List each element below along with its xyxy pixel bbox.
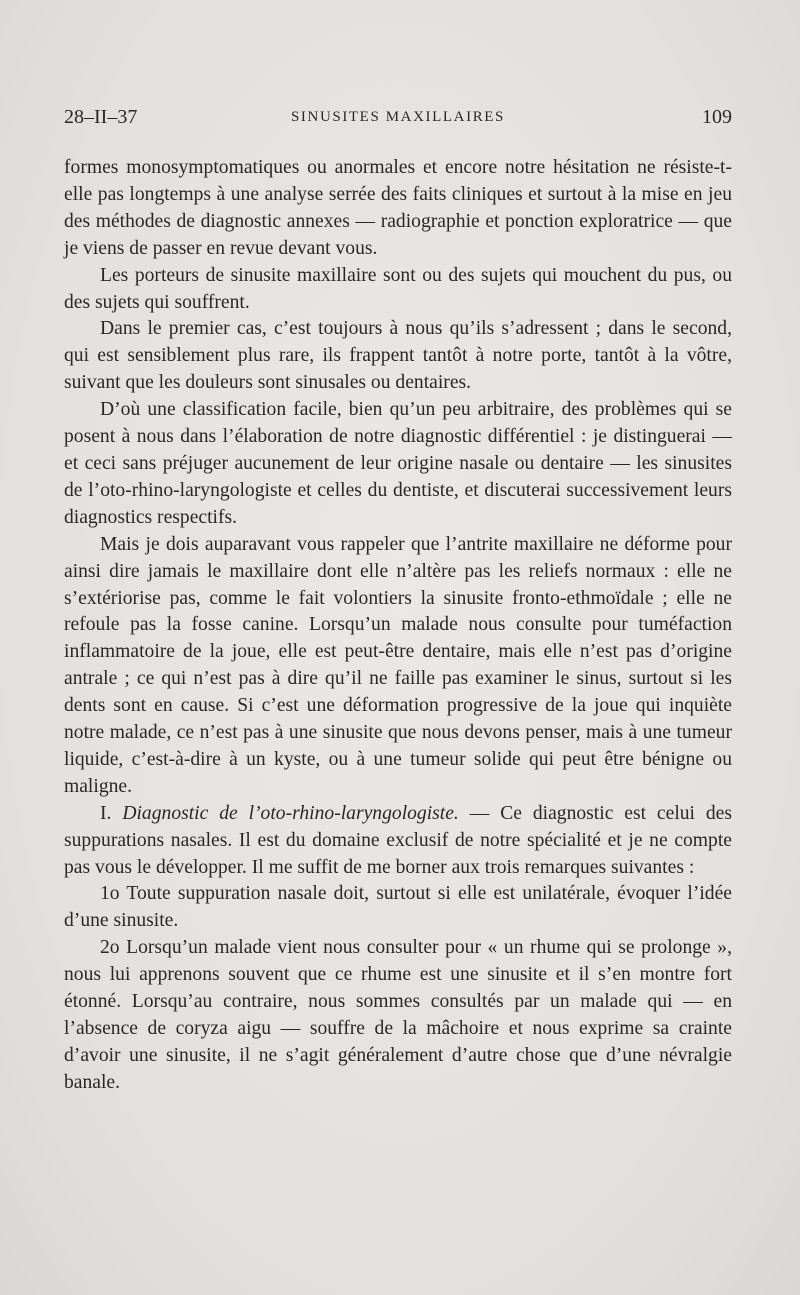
remark-item: 1o Toute suppuration nasale doit, surtout si elle est unilatérale, évoquer l’idée d’une sinusite. — [64, 883, 732, 932]
body-text — [64, 155, 732, 1097]
paragraph: Les porteurs de sinusite maxillaire sont ou des sujets qui mouchent du pus, ou des sujets qui souffrent. — [64, 264, 732, 313]
header-title: SINUSITES MAXILLAIRES — [290, 109, 506, 125]
paragraph: Dans le premier cas, c’est toujours à nous qu’ils s’adressent ; dans le second, qui est sensiblement plus rare, ils frappent tantôt à notre porte, tantôt à la vôtre, suivant que les douleurs sont sinusales ou dentaires. — [64, 318, 732, 394]
paragraph: D’où une classification facile, bien qu’un peu arbitraire, des problèmes qui se posent à nous dans l’élaboration de notre diagnostic différentiel : je distinguerai — et ceci sans préjuger aucunement de leur origine nasale ou dentaire — les sinusites de l’oto-rhino-laryngologiste et celles du dentiste, et discuterai successivement leurs diagnostics respectifs. — [64, 399, 732, 528]
header-date: 28–II–37 — [64, 106, 138, 128]
remark-item: 2o Lorsqu’un malade vient nous consulter pour « un rhume qui se prolonge », nous lui apprenons souvent que ce rhume est une sinusite et il s’en montre fort étonné. Lorsqu’au contraire, nous sommes consultés par un malade qui — en l’absence de coryza aigu — souffre de la mâchoire et nous exprime sa crainte d’avoir une sinusite, il ne s’agit généralement d’autre chose que d’une névralgie banale. — [64, 937, 732, 1093]
section-paragraph — [64, 801, 732, 882]
running-head — [64, 106, 732, 136]
page-number: 109 — [702, 106, 732, 128]
paragraph: Mais je dois auparavant vous rappeler que l’antrite maxillaire ne déforme pour ainsi dire jamais le maxillaire dont elle n’altère pas les reliefs normaux : elle ne s’extériorise pas, comme le fait volontiers la sinusite fronto-ethmoïdale ; elle ne refoule pas la fosse canine. Lorsqu’un malade nous consulte pour tuméfaction inflammatoire de la joue, elle est peut-être dentaire, mais elle n’est pas d’origine antrale ; ce qui n’est pas à dire qu’il ne faille pas examiner le sinus, surtout si les dents sont en cause. Si c’est une déformation progressive de la joue qui inquiète notre malade, ce n’est pas à une sinusite que nous devons penser, mais à une tumeur liquide, c’est-à-dire à un kyste, ou à une tumeur solide qui peut être bénigne ou maligne. — [64, 533, 732, 797]
section-body: — Ce diagnostic est celui des suppurations nasales. Il est du domaine exclusif de notre spécialité et je ne compte pas vous le développer. Il me suffit de me borner aux trois remarques suivantes : — [64, 802, 732, 878]
section-heading: Diagnostic de l’oto-rhino-laryngologiste. — [122, 802, 459, 824]
paragraph: formes monosymptomatiques ou anormales et encore notre hésitation ne résiste-t-elle pas longtemps à une analyse serrée des faits cliniques et surtout à la mise en jeu des méthodes de diagnostic annexes — radiographie et ponction exploratrice — que je viens de passer en revue devant vous. — [64, 157, 732, 259]
section-numeral: I. — [100, 802, 112, 824]
